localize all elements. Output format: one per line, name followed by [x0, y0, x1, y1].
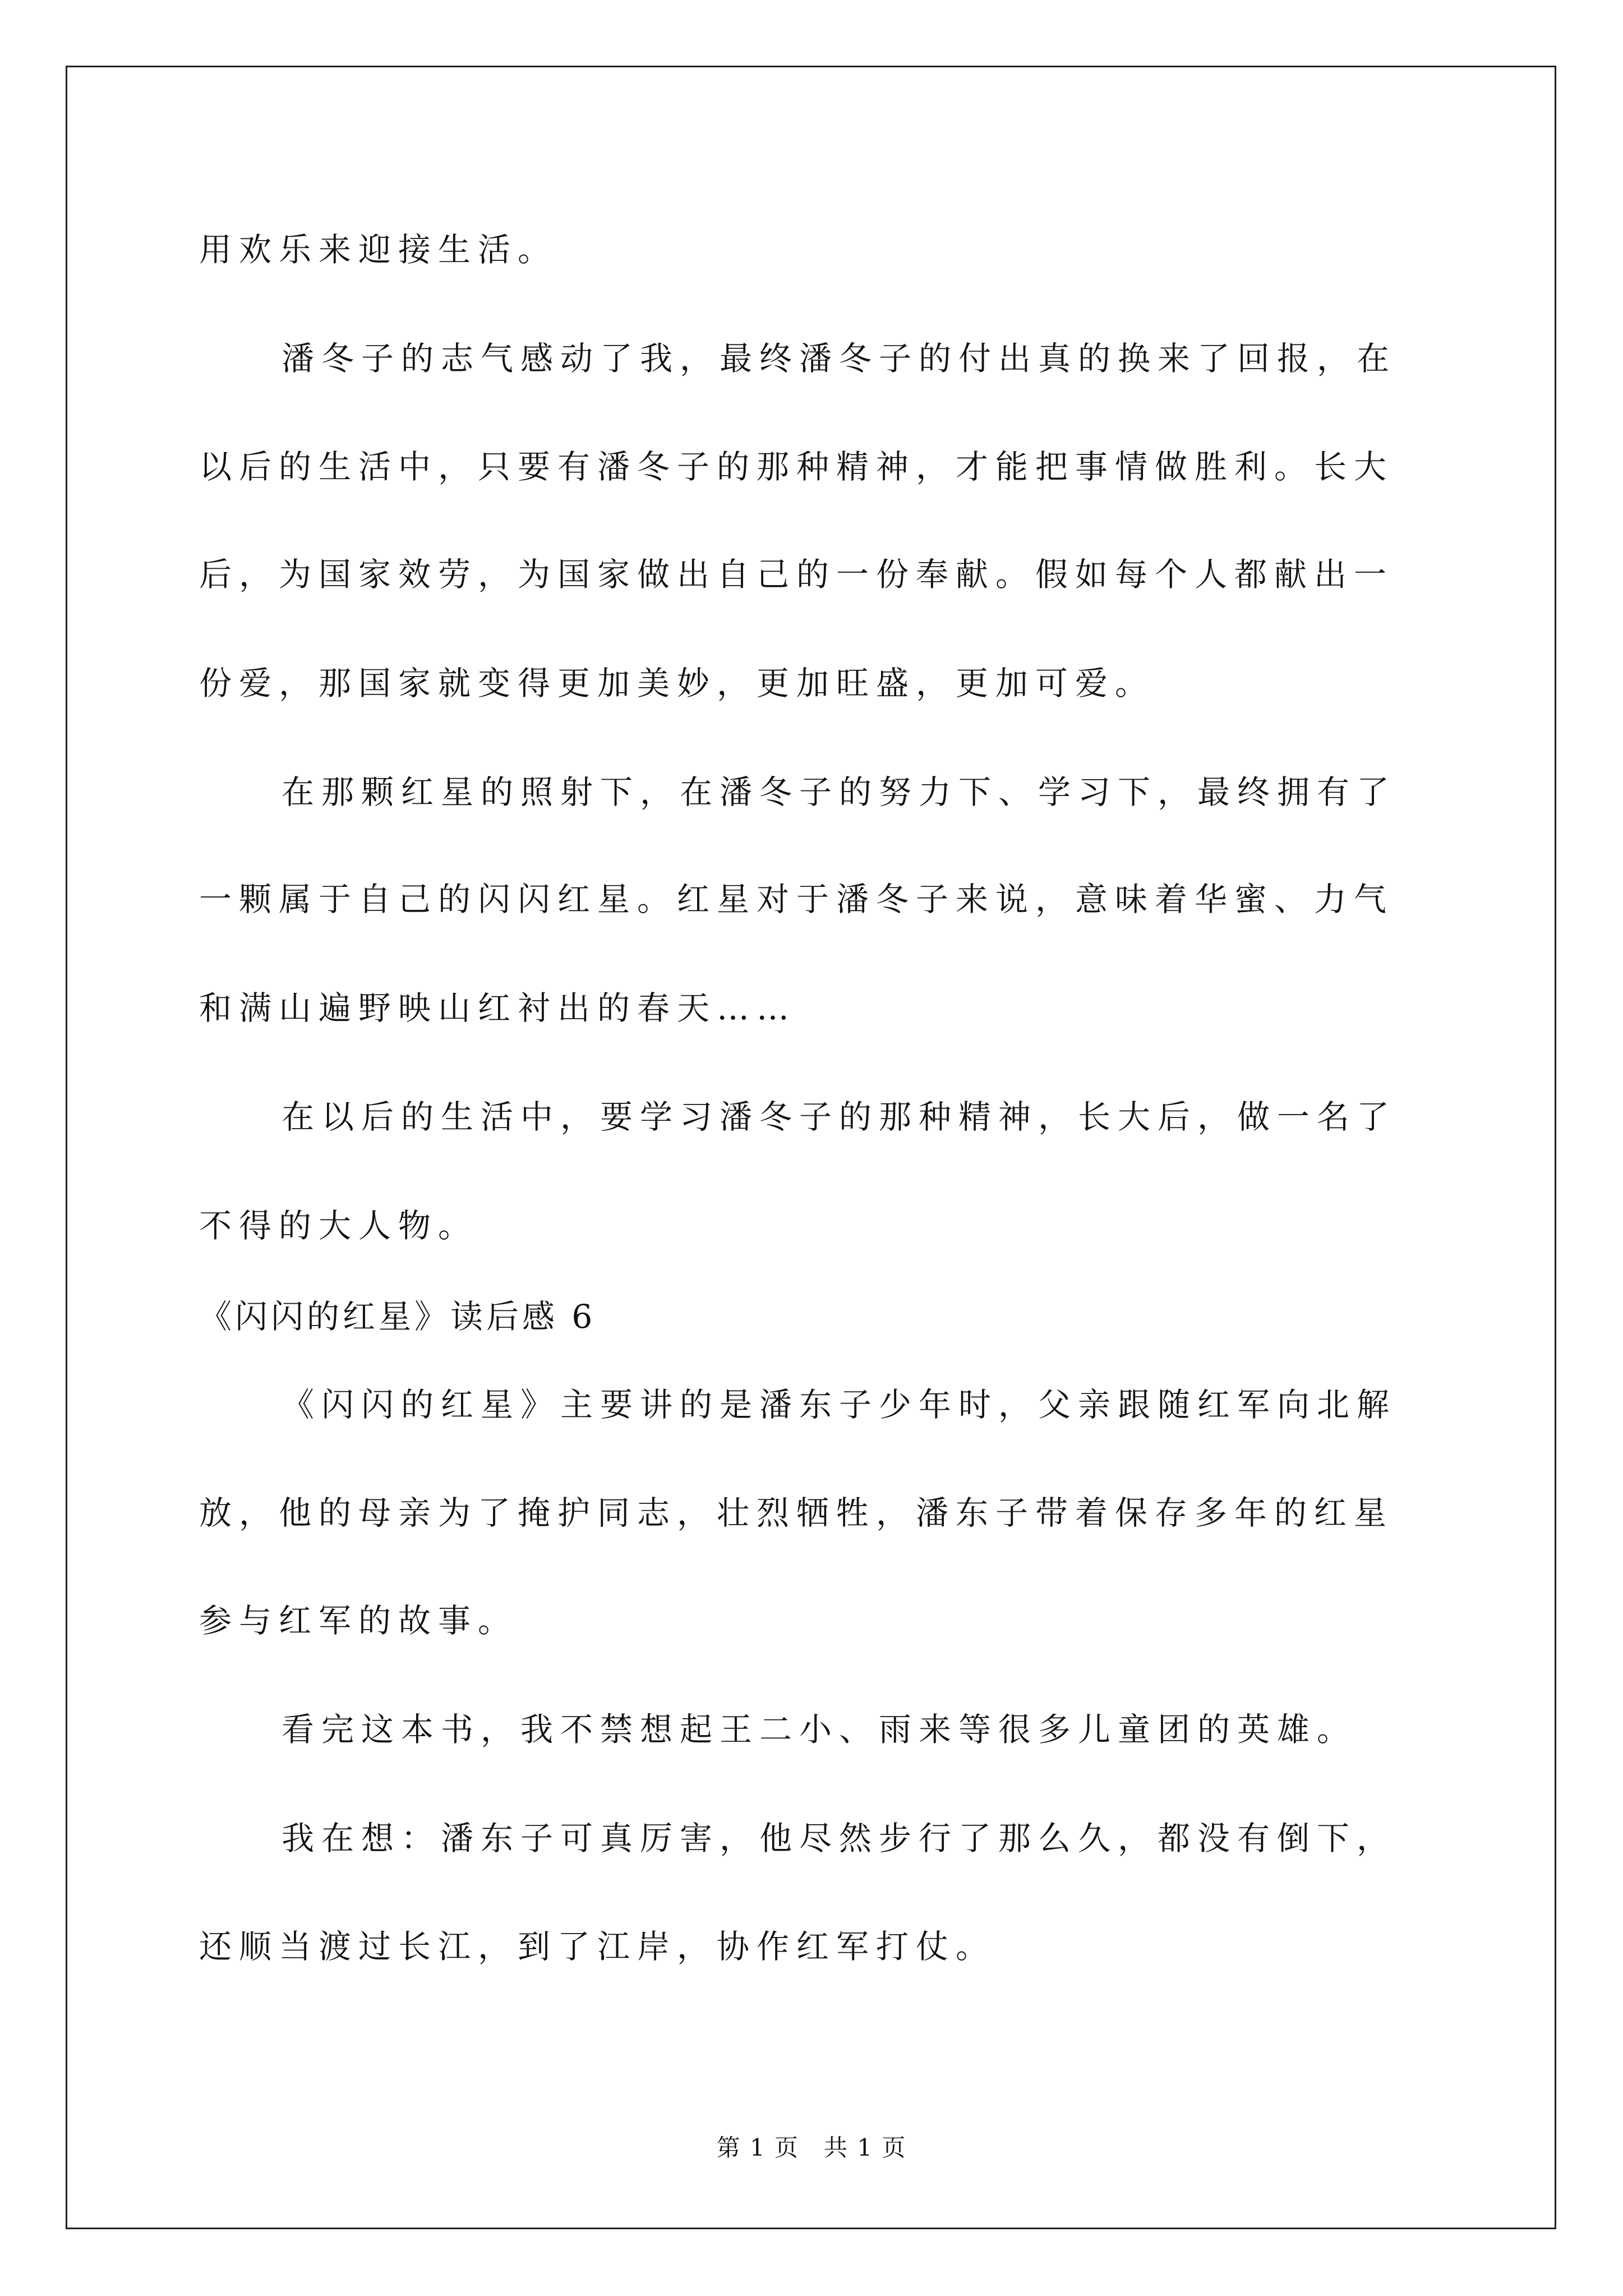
text-line: 看完这本书，我不禁想起王二小、雨来等很多儿童团的英雄。 — [282, 1710, 1357, 1749]
section-heading: 《闪闪的红星》读后感 6 — [199, 1297, 596, 1336]
text-line: 潘冬子的志气感动了我，最终潘冬子的付出真的换来了回报，在 — [282, 339, 1397, 378]
page-border — [66, 66, 1556, 2229]
text-line: 一颗属于自己的闪闪红星。红星对于潘冬子来说，意味着华蜜、力气 — [199, 880, 1394, 918]
text-line: 还顺当渡过长江，到了江岸，协作红军打仗。 — [199, 1927, 996, 1966]
text-line: 在以后的生活中，要学习潘冬子的那种精神，长大后，做一名了 — [282, 1098, 1397, 1136]
text-line: 后，为国家效劳，为国家做出自己的一份奉献。假如每个人都献出一 — [199, 555, 1394, 593]
text-line: 我在想：潘东子可真厉害，他尽然步行了那么久，都没有倒下， — [282, 1819, 1397, 1857]
text-line: 份爱，那国家就变得更加美妙，更加旺盛，更加可爱。 — [199, 664, 1155, 702]
text-line: 不得的大人物。 — [199, 1207, 478, 1245]
text-line: 参与红军的故事。 — [199, 1602, 518, 1640]
text-line: 在那颗红星的照射下，在潘冬子的努力下、学习下，最终拥有了 — [282, 773, 1397, 811]
text-line: 用欢乐来迎接生活。 — [199, 231, 558, 269]
text-line: 以后的生活中，只要有潘冬子的那种精神，才能把事情做胜利。长大 — [199, 448, 1394, 486]
text-line: 《闪闪的红星》主要讲的是潘东子少年时，父亲跟随红军向北解 — [282, 1386, 1397, 1424]
text-line: 放，他的母亲为了掩护同志，壮烈牺牲，潘东子带着保存多年的红星 — [199, 1494, 1394, 1532]
page-footer: 第 1 页 共 1 页 — [716, 2134, 907, 2161]
text-line: 和满山遍野映山红衬出的春天…… — [199, 989, 797, 1027]
